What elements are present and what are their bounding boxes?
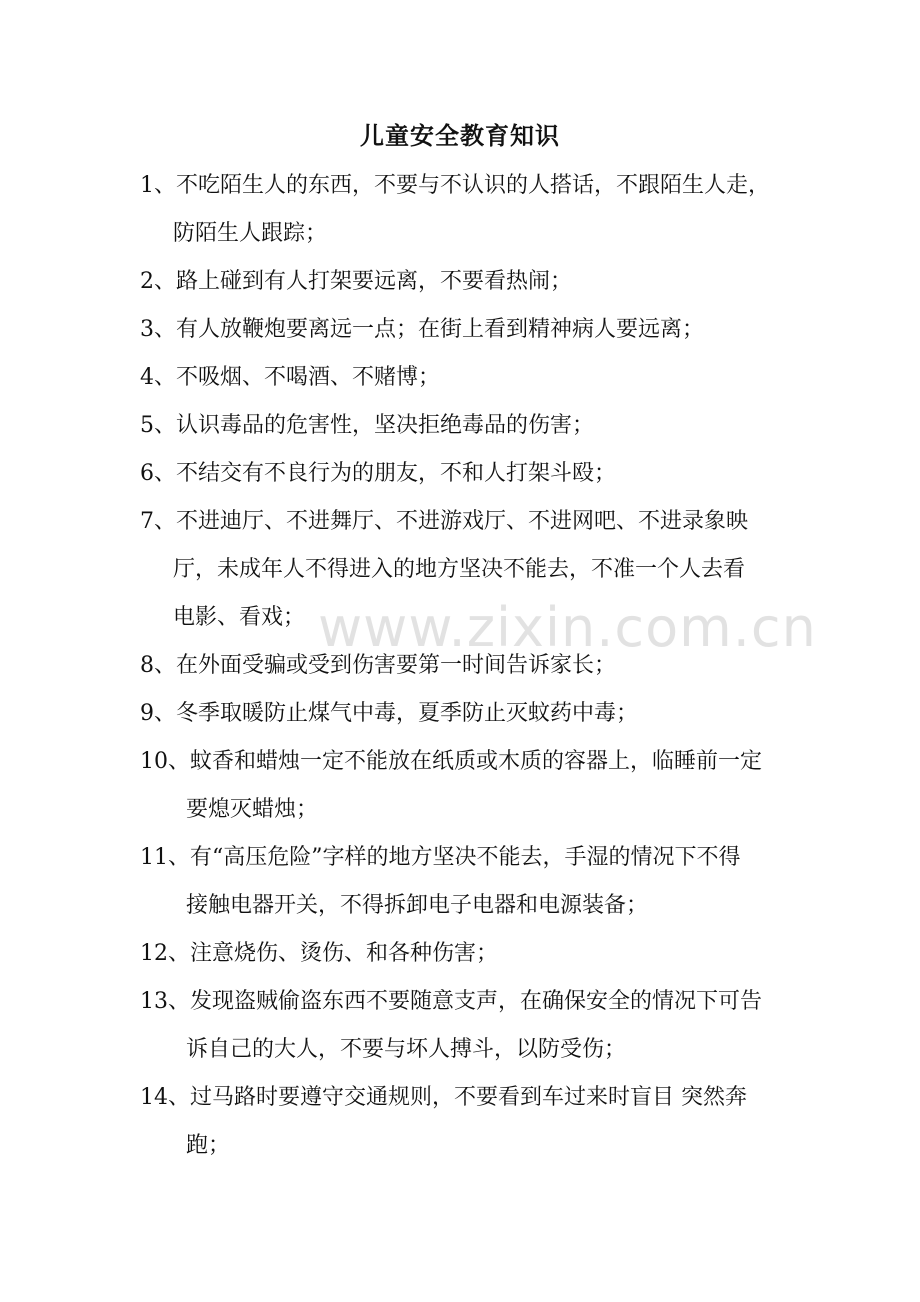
list-item <box>140 642 790 690</box>
item-line: 7、不进迪厅、不进舞厅、不进游戏厅、不进网吧、不进录象映 <box>140 509 748 534</box>
watermark: www.zixin.com.cn <box>318 596 817 659</box>
safety-rules-list <box>140 162 790 1170</box>
item-line: 4、不吸烟、不喝酒、不赌博； <box>140 365 440 390</box>
item-line: 电影、看戏； <box>173 605 306 630</box>
item-line: 厅，未成年人不得进入的地方坚决不能去，不准一个人去看 <box>173 557 746 582</box>
document-title: 儿童安全教育知识 <box>360 121 560 150</box>
list-item <box>140 834 790 930</box>
item-line: 接触电器开关，不得拆卸电子电器和电源装备； <box>186 893 649 918</box>
item-line: 8、在外面受骗或受到伤害要第一时间告诉家长； <box>140 653 616 678</box>
list-item <box>140 1074 790 1170</box>
list-item <box>140 930 790 978</box>
list-item <box>140 258 790 306</box>
list-item <box>140 402 790 450</box>
item-line: 要熄灭蜡烛； <box>186 797 319 822</box>
list-item <box>140 162 790 258</box>
list-item <box>140 978 790 1074</box>
list-item <box>140 690 790 738</box>
item-line: 3、有人放鞭炮要离远一点；在街上看到精神病人要远离； <box>140 317 704 342</box>
list-item <box>140 450 790 498</box>
item-line: 9、冬季取暖防止煤气中毒，夏季防止灭蚊药中毒； <box>140 701 638 726</box>
list-item <box>140 306 790 354</box>
list-item <box>140 498 790 642</box>
item-line: 14、过马路时要遵守交通规则，不要看到车过来时盲目 突然奔 <box>140 1085 747 1110</box>
item-line: 2、路上碰到有人打架要远离，不要看热闹； <box>140 269 572 294</box>
item-line: 13、发现盗贼偷盗东西不要随意支声，在确保安全的情况下可告 <box>140 989 762 1014</box>
item-line: 5、认识毒品的危害性，坚决拒绝毒品的伤害； <box>140 413 594 438</box>
item-line: 11、有“高压危险”字样的地方坚决不能去，手湿的情况下不得 <box>140 845 741 870</box>
item-line: 10、蚊香和蜡烛一定不能放在纸质或木质的容器上，临睡前一定 <box>140 749 762 774</box>
item-line: 12、注意烧伤、烫伤、和各种伤害； <box>140 941 498 966</box>
item-line: 6、不结交有不良行为的朋友，不和人打架斗殴； <box>140 461 616 486</box>
item-line: 跑； <box>186 1133 231 1158</box>
item-line: 防陌生人跟踪； <box>173 221 328 246</box>
item-line: 诉自己的大人，不要与坏人搏斗，以防受伤； <box>186 1037 627 1062</box>
list-item <box>140 354 790 402</box>
list-item <box>140 738 790 834</box>
item-line: 1、不吃陌生人的东西，不要与不认识的人搭话，不跟陌生人走， <box>140 173 770 198</box>
